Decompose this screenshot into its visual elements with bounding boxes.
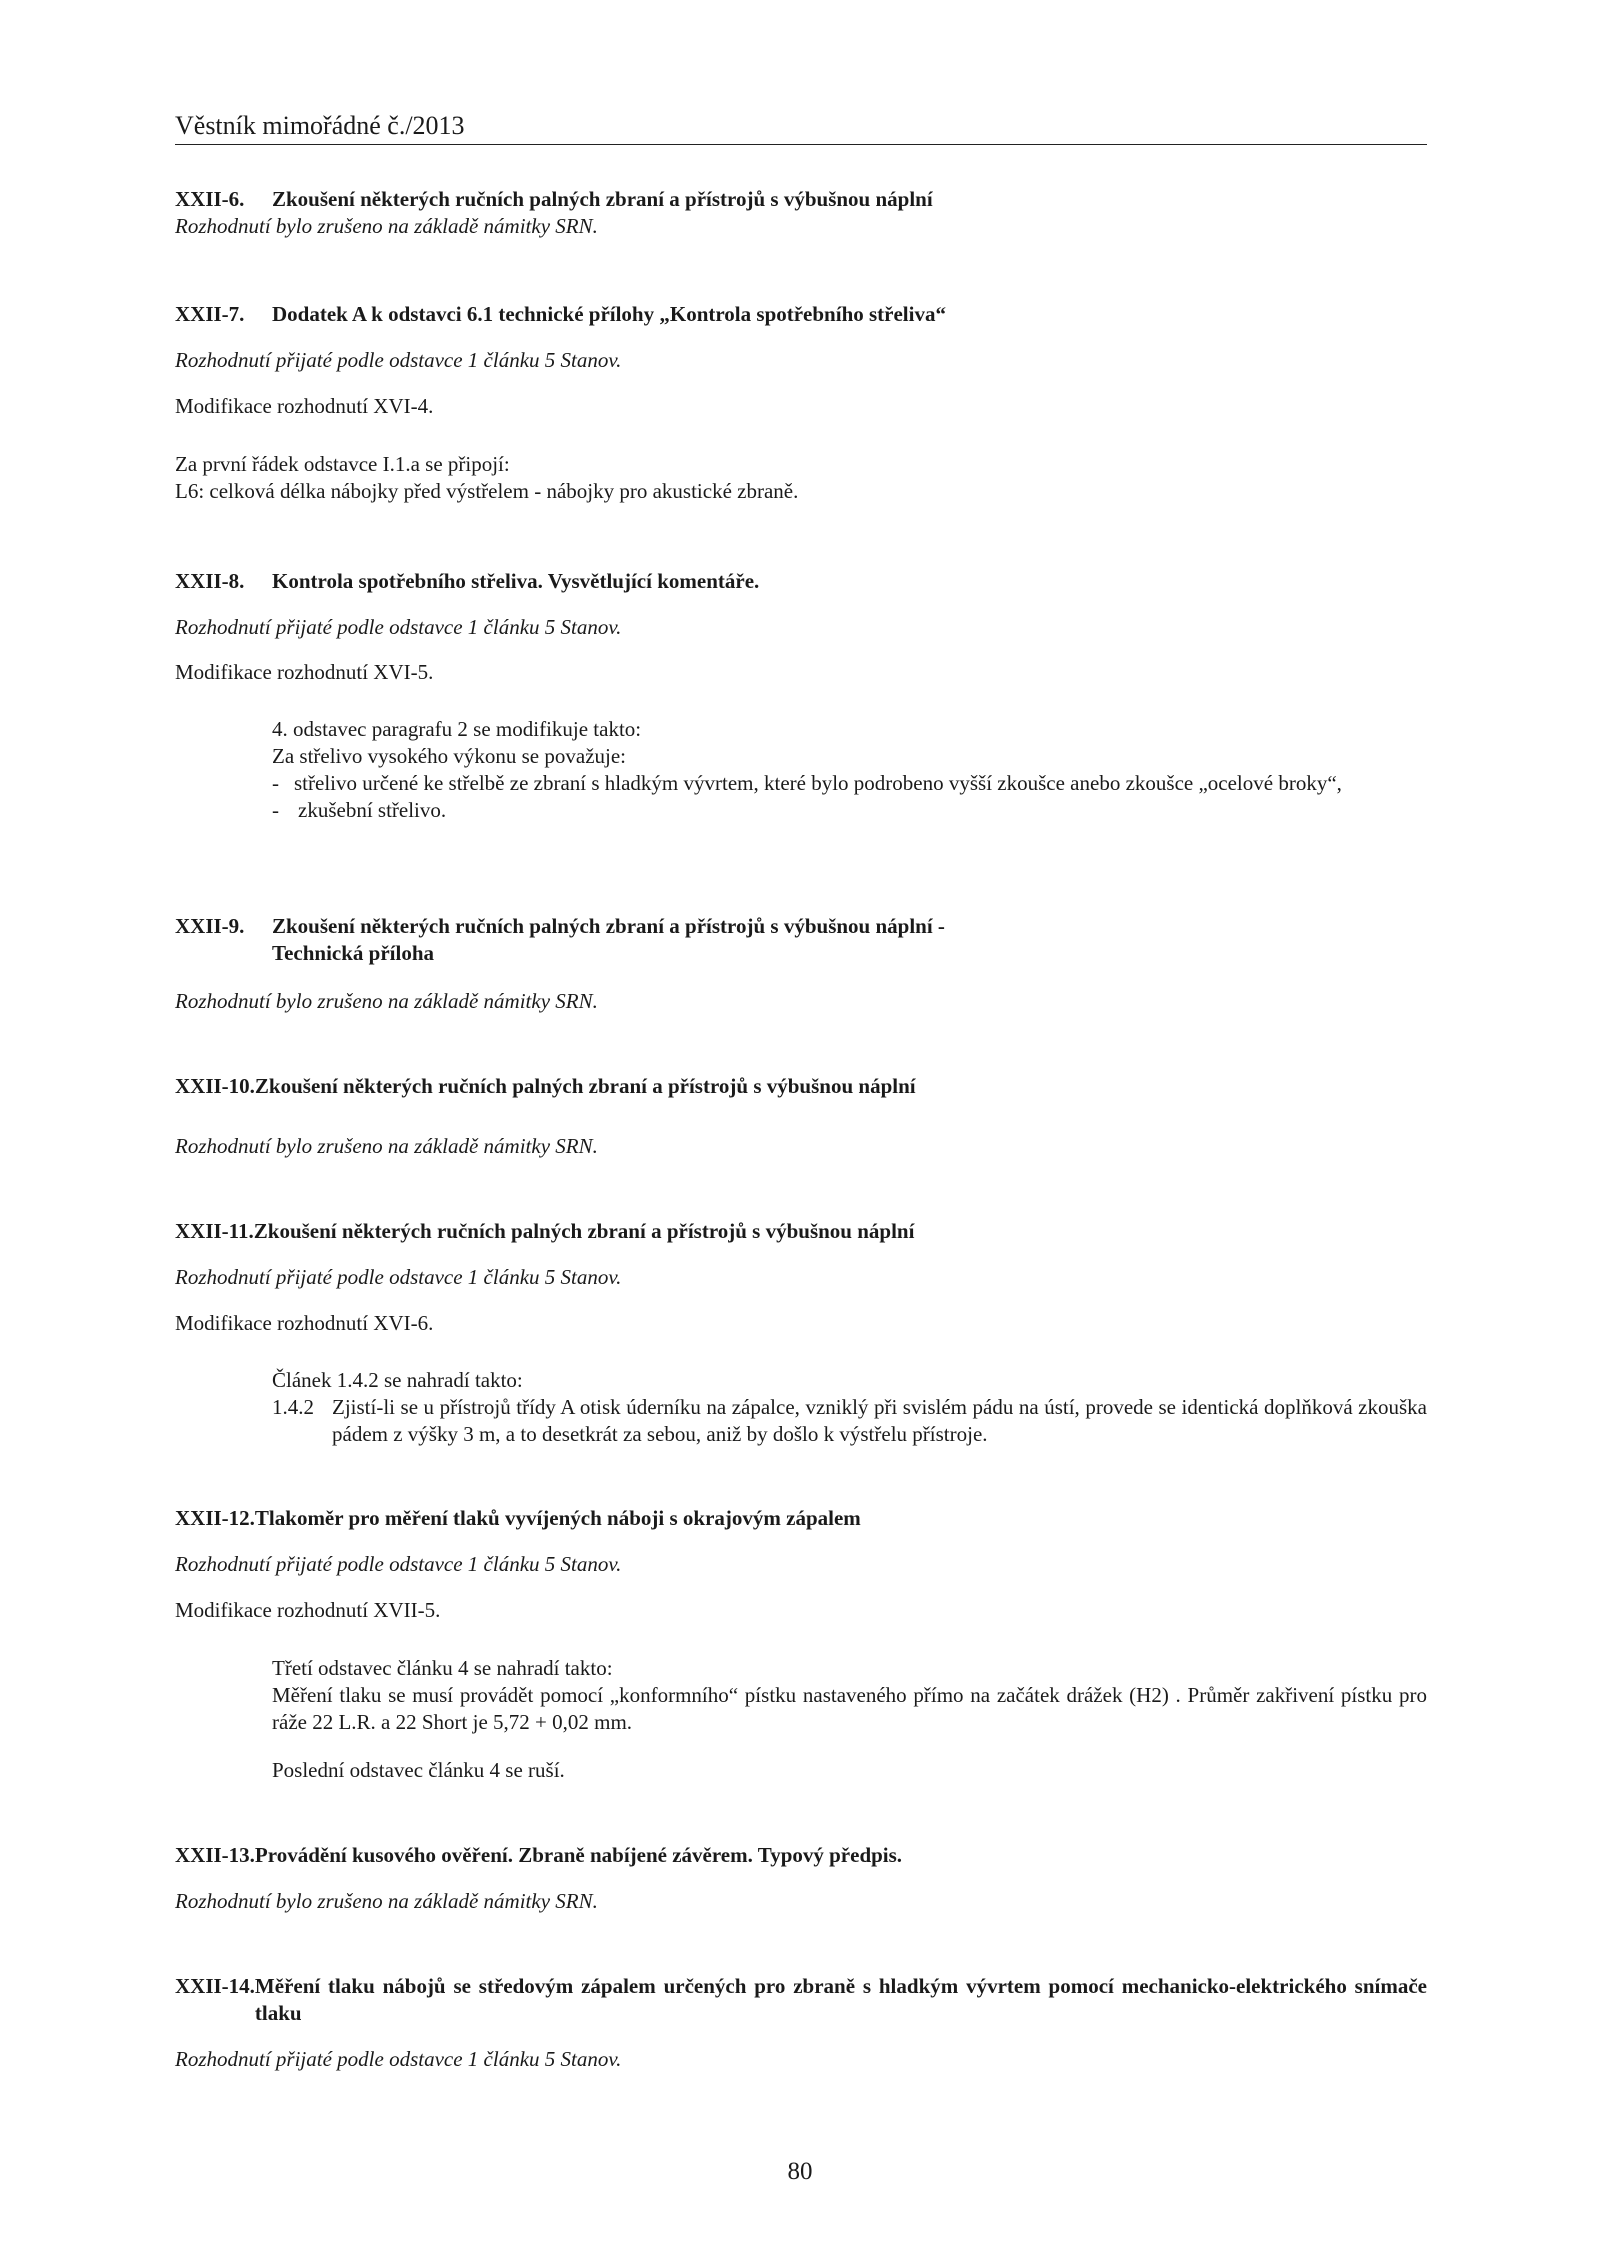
section-note: Rozhodnutí bylo zrušeno na základě námitky SRN.: [175, 989, 598, 1013]
section-title: Měření tlaku nábojů se středovým zápalem určených pro zbraně s hladkým vývrtem pomocí mechanicko-elektrického snímače tlaku: [254, 1974, 1427, 2025]
section-xxii-12: [175, 1505, 1427, 1532]
section-number: XXII-8.: [175, 569, 245, 593]
list-item: [272, 770, 1427, 797]
list-item: [272, 797, 1427, 824]
section-number: XXII-12.: [175, 1506, 255, 1530]
paragraph-text: Měření tlaku se musí provádět pomocí „konformního“ pístku nastaveného přímo na začátek drážek (H2) . Průměr zakřivení pístku pro ráže 22 L.R. a 22 Short je 5,72 + 0,02 mm.: [272, 1683, 1427, 1734]
section-xxii-13: [175, 1842, 1427, 1869]
dash-marker: -: [272, 771, 279, 795]
section-title: Kontrola spotřebního střeliva. Vysvětlující komentáře.: [272, 569, 760, 593]
section-heading: [175, 1073, 1427, 1100]
section-heading: [175, 301, 1427, 328]
section-note: Rozhodnutí bylo zrušeno na základě námitky SRN.: [175, 1889, 598, 1913]
paragraph-line: 4. odstavec paragrafu 2 se modifikuje takto:: [272, 717, 642, 741]
modification-text: Modifikace rozhodnutí XVI-4.: [175, 394, 434, 418]
modification-text: Modifikace rozhodnutí XVII-5.: [175, 1598, 441, 1622]
section-title-continuation: Technická příloha: [272, 941, 435, 965]
section-heading: [175, 1842, 1427, 1869]
paragraph-line: Za střelivo vysokého výkonu se považuje:: [272, 744, 627, 768]
section-heading: [175, 913, 1427, 967]
section-note: Rozhodnutí přijaté podle odstavce 1 článku 5 Stanov.: [175, 1265, 622, 1289]
section-number: XXII-14.: [175, 1974, 255, 1998]
section-title: Zkoušení některých ručních palných zbraní a přístrojů s výbušnou náplní -: [272, 914, 945, 938]
section-number: XXII-11.: [175, 1219, 254, 1243]
section-title: Zkoušení některých ručních palných zbraní a přístrojů s výbušnou náplní: [253, 1219, 915, 1243]
section-heading: [175, 1218, 1427, 1245]
paragraph-line: Za první řádek odstavce I.1.a se připojí:: [175, 452, 510, 476]
section-note: Rozhodnutí bylo zrušeno na základě námitky SRN.: [175, 214, 598, 238]
list-item-text: střelivo určené ke střelbě ze zbraní s hladkým vývrtem, které bylo podrobeno vyšší zkoušce anebo zkoušce „ocelové broky“,: [294, 771, 1342, 795]
numbered-clause: [272, 1394, 1427, 1448]
header-title: Věstník mimořádné č./2013: [175, 111, 465, 140]
section-note: Rozhodnutí přijaté podle odstavce 1 článku 5 Stanov.: [175, 348, 622, 372]
modification-text: Modifikace rozhodnutí XVI-6.: [175, 1311, 434, 1335]
section-number: XXII-6.: [175, 187, 245, 211]
paragraph-line: Poslední odstavec článku 4 se ruší.: [272, 1758, 565, 1782]
paragraph-line: L6: celková délka nábojky před výstřelem - nábojky pro akustické zbraně.: [175, 479, 799, 503]
section-number: XXII-9.: [175, 914, 245, 938]
clause-text: Zjistí-li se u přístrojů třídy A otisk úderníku na zápalce, vzniklý při svislém pádu na ústí, provede se identická doplňková zkouška pádem z výšky 3 m, a to desetkrát za sebou, aniž by došlo k výstřelu přístroje.: [332, 1395, 1427, 1446]
modification-text: Modifikace rozhodnutí XVI-5.: [175, 660, 434, 684]
page-header: [175, 110, 1427, 145]
section-note: Rozhodnutí přijaté podle odstavce 1 článku 5 Stanov.: [175, 615, 622, 639]
indented-block: [272, 1367, 1427, 1448]
section-heading: [175, 1505, 1427, 1532]
section-number: XXII-13.: [175, 1843, 255, 1867]
section-xxii-7: [175, 301, 1427, 328]
section-xxii-11: [175, 1218, 1427, 1245]
page-number: 80: [787, 2158, 813, 2185]
paragraph-line: Třetí odstavec článku 4 se nahradí takto:: [272, 1656, 613, 1680]
paragraph-line: Článek 1.4.2 se nahradí takto:: [272, 1368, 523, 1392]
section-xxii-14: [175, 1973, 1427, 2027]
section-title: Zkoušení některých ručních palných zbraní a přístrojů s výbušnou náplní: [254, 1074, 916, 1098]
clause-number: 1.4.2: [272, 1395, 314, 1419]
section-title: Provádění kusového ověření. Zbraně nabíjené závěrem. Typový předpis.: [254, 1843, 903, 1867]
section-note: Rozhodnutí přijaté podle odstavce 1 článku 5 Stanov.: [175, 2047, 622, 2071]
section-title: Tlakoměr pro měření tlaků vyvíjených náboji s okrajovým zápalem: [254, 1506, 861, 1530]
section-number: XXII-10.: [175, 1074, 255, 1098]
section-heading: [175, 186, 1427, 213]
section-heading: [175, 568, 1427, 595]
section-note: Rozhodnutí přijaté podle odstavce 1 článku 5 Stanov.: [175, 1552, 622, 1576]
dash-marker: -: [272, 798, 279, 822]
section-xxii-10: [175, 1073, 1427, 1100]
indented-block: [272, 1655, 1427, 1736]
section-heading: [175, 1973, 1427, 2027]
section-number: XXII-7.: [175, 302, 245, 326]
section-title: Zkoušení některých ručních palných zbraní a přístrojů s výbušnou náplní: [272, 187, 933, 211]
list-item-text: zkušební střelivo.: [298, 798, 447, 822]
section-xxii-6: [175, 186, 1427, 240]
indented-block: [272, 716, 1427, 824]
section-xxii-8: [175, 568, 1427, 595]
section-title: Dodatek A k odstavci 6.1 technické přílohy „Kontrola spotřebního střeliva“: [272, 302, 946, 326]
section-xxii-9: [175, 913, 1427, 967]
section-note: Rozhodnutí bylo zrušeno na základě námitky SRN.: [175, 1134, 598, 1158]
